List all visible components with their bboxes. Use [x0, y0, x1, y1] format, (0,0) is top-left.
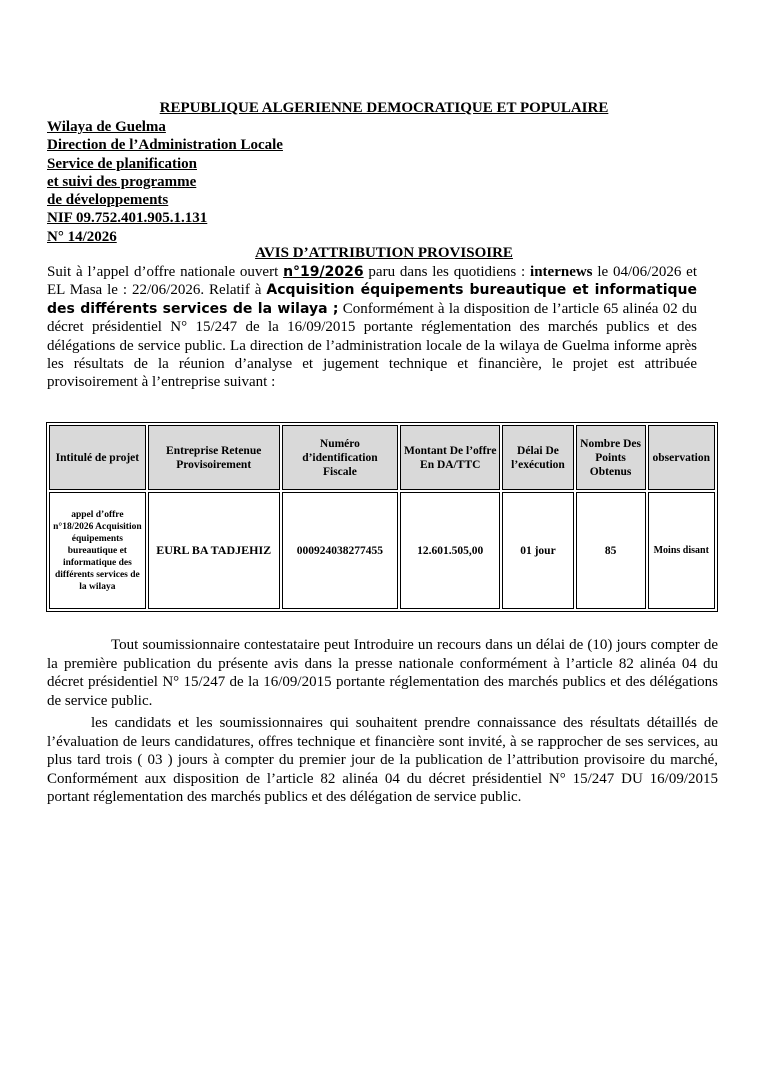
issuer-nif: NIF 09.752.401.905.1.131 — [47, 210, 208, 227]
table-row — [49, 492, 715, 609]
intro-paragraph — [47, 263, 697, 392]
header-entreprise: Entreprise Retenue Provisoirement — [148, 425, 280, 490]
issuer-service: Service de planification — [47, 155, 197, 172]
header-nif: Numéro d’identification Fiscale — [282, 425, 399, 490]
cell-nif: 000924038277455 — [282, 492, 399, 609]
cell-observation: Moins disant — [648, 492, 715, 609]
table-header-row — [49, 425, 715, 490]
cell-entreprise: EURL BA TADJEHIZ — [148, 492, 280, 609]
notice-title: AVIS D’ATTRIBUTION PROVISOIRE — [255, 245, 513, 261]
results-consultation-paragraph: les candidats et les soumissionnaires qui souhaitent prendre connaissance des résultats détaillés de l’évaluation de leurs candidatures, offres technique et financière sont invité, à se rapprocher de ses services, au plus tard trois ( 03 ) jours à compter du premier jour de la publication de l’attribution provisoire du marché, Conformément aux disposition de l’article 82 alinéa 04 du décret présidentiel N° 15/247 DU 16/09/2015 portant réglementation des marchés publics et des délégation de service public. — [47, 715, 718, 806]
intro-text-1: Suit à l’appel d’offre nationale ouvert — [47, 264, 284, 280]
header-delai: Délai De l’exécution — [502, 425, 573, 490]
issuer-direction: Direction de l’Administration Locale — [47, 137, 283, 154]
intro-text-3: le 04/06/2026 et EL Masa le : 22/06/2026. Relatif à — [47, 264, 697, 299]
header-points: Nombre Des Points Obtenus — [576, 425, 646, 490]
document-number: N° 14/2026 — [47, 228, 117, 245]
header-montant: Montant De l’offre En DA/TTC — [400, 425, 500, 490]
recourse-paragraph: Tout soumissionnaire contestataire peut Introduire un recours dans un délai de (10) jours compter de la première publication du présente avis dans la presse nationale conformément à l’article 82 alinéa 04 du décret présidentiel N° 15/247 de la 16/09/2015 portante réglementation des marchés publics et des délégations de service public. — [47, 637, 718, 709]
tender-object: Acquisition équipements bureautique et informatique des différents services de la wilaya ; — [47, 282, 697, 317]
cell-montant: 12.601.505,00 — [400, 492, 500, 609]
issuer-wilaya: Wilaya de Guelma — [47, 119, 166, 135]
header-observation: observation — [648, 425, 715, 490]
attribution-table — [46, 422, 718, 612]
republic-heading: REPUBLIQUE ALGERIENNE DEMOCRATIQUE ET POPULAIRE — [159, 100, 609, 116]
cell-projet: appel d’offre n°18/2026 Acquisition équipements bureautique et informatique des différents services de la wilaya — [49, 492, 146, 609]
header-projet: Intitulé de projet — [49, 425, 146, 490]
cell-delai: 01 jour — [502, 492, 573, 609]
cell-points: 85 — [576, 492, 646, 609]
newspaper-name: internews — [530, 264, 593, 280]
issuer-block — [47, 118, 283, 246]
issuer-service-line2: et suivi des programme — [47, 173, 197, 190]
intro-text-4: Conformément à la disposition de l’article 65 alinéa 02 du décret présidentiel N° 15/247 de la 16/09/2015 portante réglementation des marchés publics et des délégations de service public. La direction de l’administration locale de la wilaya de Guelma informe après les résultats de la réunion d’analyse et jugement technique et financière, le projet est attribuée provisoirement à l’entreprise suivant : — [47, 300, 697, 391]
issuer-service-line3: de développements — [47, 192, 169, 209]
intro-text-2: paru dans les quotidiens : — [363, 264, 531, 280]
tender-number: n°19/2026 — [283, 264, 364, 280]
